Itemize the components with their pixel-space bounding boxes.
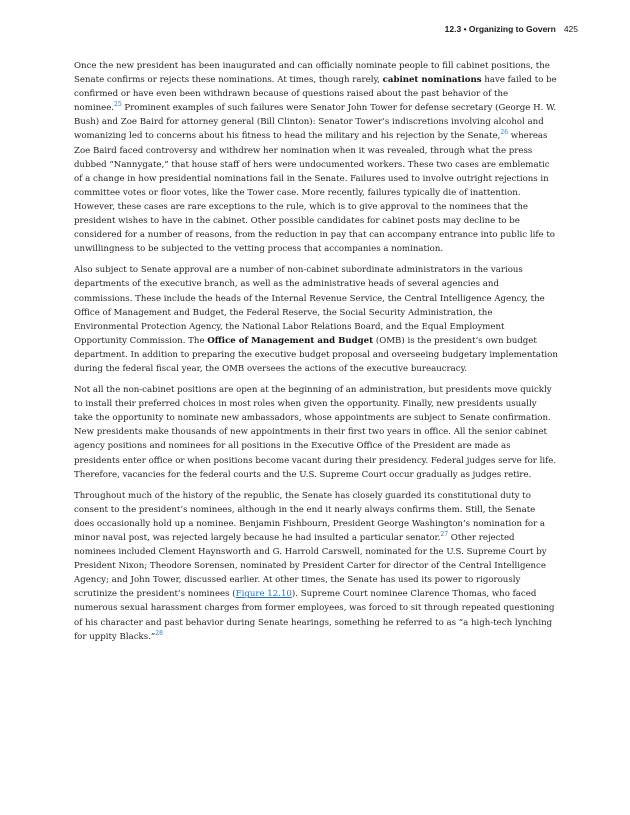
key-term-omb: Office of Management and Budget (207, 335, 374, 346)
footnote-ref-27[interactable]: 27 (440, 531, 449, 539)
paragraph-senate-history: Throughout much of the history of the republic, the Senate has closely guarded its constitutional duty to consent to the president’s nominees, although in the end it nearly always confirms them. Still, the Senate does occasionally hold up a nominee. Benjamin Fishbourn, President George Washington’s nomination for a minor naval post, was rejected largely because he had insulted a particular senator.$^{27}$ Other rejected nominees included Clement Haynsworth and G. Harrold Carswell, nominated for the U.S. Supreme Court by President Nixon; Theodore Sorensen, nominated by President Carter for director of the Central Intelligence Agency; and John Tower, discussed earlier. At other times, the Senate has used its power to rigorously scrutinize the president’s nominees (Figure 12.10). Supreme Court nominee Clarence Thomas, who faced numerous sexual harassment charges from former employees, was forced to sit through repeated questioning of his character and past behavior during Senate hearings, something he referred to as “a high-tech lynching for uppity Blacks.”$^{28}$ (74, 490, 555, 642)
paragraph-appointments: Not all the non-cabinet positions are open at the beginning of an administration, but presidents move quickly to install their preferred choices in most roles when given the opportunity. Finally, new presidents usually take the opportunity to nominate new ambassadors, whose appointments are subject to Senate confirmation. New presidents make thousands of new appointments in their first two years in office. All the senior cabinet agency positions and nominees for all positions in the Executive Office of the President are made as presidents enter office or when positions become vacant during their presidency. Federal judges serve for life. Therefore, vacancies for the federal courts and the U.S. Supreme Court occur gradually as judges retire. (74, 385, 557, 480)
paragraph-non-cabinet: Also subject to Senate approval are a number of non-cabinet subordinate administrators in the various departments of the executive branch, as well as the administrative heads of several agencies and commissions. These include the heads of the Internal Revenue Service, the Central Intelligence Agency, the Office of Management and Budget, the Federal Reserve, the Social Security Administration, the Environmental Protection Agency, the National Labor Relations Board, and the Equal Employment Opportunity Commission. The Office of Management and Budget (OMB) is the president’s own budget department. In addition to preparing the executive budget proposal and overseeing budgetary implementation during the federal fiscal year, the OMB oversees the actions of the executive bureaucracy. (74, 265, 558, 374)
running-header (445, 24, 578, 34)
paragraph-cabinet-nominations: Once the new president has been inaugurated and can officially nominate people to fill cabinet positions, the Senate confirms or rejects these nominations. At times, though rarely, cabinet nominations have failed to be confirmed or have even been withdrawn because of questions raised about the past behavior of the nominee.$^{25}$ Prominent examples of such failures were Senator John Tower for defense secretary (George H. W. Bush) and Zoe Baird for attorney general (Bill Clinton): Senator Tower’s indiscretions involving alcohol and womanizing led to concerns about his fitness to head the military and his rejection by the Senate,$^{26}$ whereas Zoe Baird faced controversy and withdrew her nomination when it was revealed, through what the press dubbed “Nannygate,” that house staff of hers were undocumented workers. These two cases are emblematic of a change in how presidential nominations fail in the Senate. Failures used to involve outright rejections in committee votes or floor votes, like the Tower case. More recently, failures typically die of inattention. However, these cases are rare exceptions to the rule, which is to give approval to the nominees that the president wishes to have in the cabinet. Other possible candidates for cabinet posts may decline to be considered for a number of reasons, from the reduction in pay that can accompany entrance into public life to unwillingness to be subjected to the vetting process that accompanies a nomination. (74, 61, 557, 255)
body-text (74, 59, 558, 651)
section-title: 12.3 • Organizing to Govern (444, 24, 556, 34)
footnote-ref-25[interactable]: 25 (114, 101, 122, 109)
page-number: 425 (563, 24, 578, 34)
key-term-cabinet-nominations: cabinet nominations (382, 75, 482, 86)
footnote-ref-26[interactable]: 26 (500, 129, 509, 137)
footnote-ref-28[interactable]: 28 (155, 629, 163, 637)
figure-link[interactable]: Figure 12.10 (235, 589, 292, 600)
